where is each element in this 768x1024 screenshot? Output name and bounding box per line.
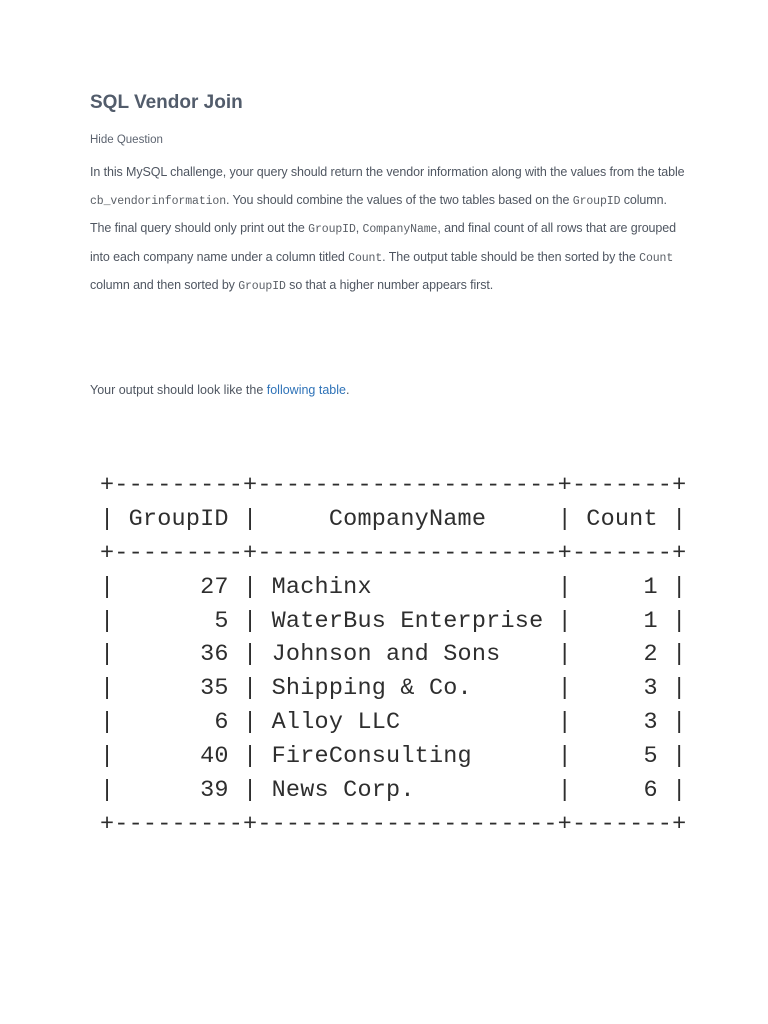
- output-table: [100, 469, 686, 842]
- inline-code: CompanyName: [362, 223, 438, 237]
- description-text: . You should combine the values of the two tables based on the: [226, 192, 573, 207]
- table-border-bottom: +---------+---------------------+-------+: [100, 810, 687, 838]
- challenge-description: [90, 159, 690, 301]
- description-text: column and then sorted by: [90, 278, 239, 293]
- table-row: | 40 | FireConsulting | 5 |: [100, 743, 687, 771]
- hide-question-link[interactable]: Hide Question: [90, 134, 163, 146]
- description-text: In this MySQL challenge, your query should return the vendor information along with the values from the table: [90, 165, 685, 179]
- table-border-top: +---------+---------------------+-------+: [100, 472, 687, 499]
- description-text: column. The final query should only print out the: [90, 192, 667, 236]
- table-row: | 6 | Alloy LLC | 3 |: [100, 709, 687, 737]
- output-instruction: [90, 383, 349, 397]
- description-text: , and final count of all rows that are grouped into each company name under a column titled: [90, 221, 676, 264]
- table-row: | 39 | News Corp. | 6 |: [100, 777, 687, 805]
- inline-code: Count: [348, 251, 383, 265]
- table-border-mid: +---------+---------------------+-------+: [100, 539, 687, 567]
- inline-code: Count: [639, 251, 674, 265]
- page-title: SQL Vendor Join: [90, 92, 243, 113]
- inline-code: GroupID: [572, 194, 621, 208]
- description-text: so that a higher number appears first.: [285, 278, 494, 293]
- table-row: | 5 | WaterBus Enterprise | 1 |: [100, 607, 687, 635]
- table-row: | 27 | Machinx | 1 |: [100, 573, 687, 601]
- following-table-link[interactable]: following table: [266, 383, 346, 397]
- inline-code: cb_vendorinformation: [90, 194, 227, 208]
- inline-code: GroupID: [238, 280, 286, 294]
- output-suffix: .: [345, 383, 350, 397]
- description-text: . The output table should be then sorted by the: [382, 249, 640, 264]
- table-row: | 35 | Shipping & Co. | 3 |: [100, 675, 687, 703]
- table-header-row: | GroupID | CompanyName | Count |: [100, 505, 687, 533]
- table-row: | 36 | Johnson and Sons | 2 |: [100, 641, 687, 669]
- output-prefix: Your output should look like the: [90, 383, 267, 397]
- inline-code: GroupID: [308, 223, 356, 237]
- description-text: ,: [355, 221, 363, 236]
